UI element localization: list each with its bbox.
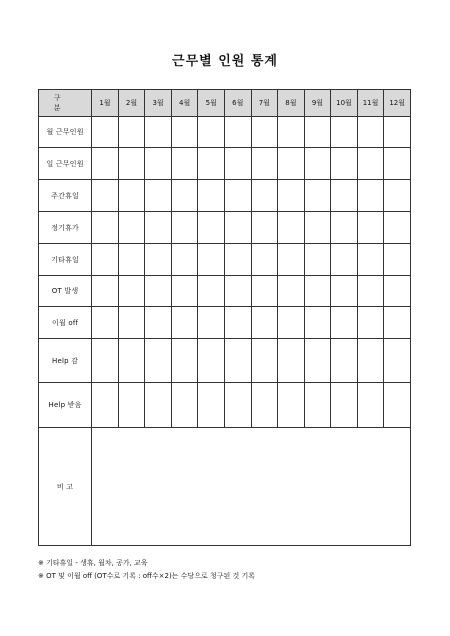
month-cell[interactable] bbox=[251, 117, 278, 148]
table-header-row bbox=[39, 90, 411, 117]
month-cell[interactable] bbox=[145, 180, 172, 212]
month-cell[interactable] bbox=[198, 383, 225, 428]
month-header: 5월 bbox=[198, 90, 225, 117]
table-row bbox=[39, 148, 411, 180]
month-cell[interactable] bbox=[357, 117, 384, 148]
month-cell[interactable] bbox=[118, 307, 145, 339]
month-cell[interactable] bbox=[384, 212, 411, 244]
month-cell[interactable] bbox=[92, 148, 119, 180]
month-cell[interactable] bbox=[198, 339, 225, 383]
month-header: 7월 bbox=[251, 90, 278, 117]
month-cell[interactable] bbox=[357, 148, 384, 180]
month-cell[interactable] bbox=[145, 307, 172, 339]
month-cell[interactable] bbox=[304, 117, 331, 148]
table-row bbox=[39, 276, 411, 307]
month-cell[interactable] bbox=[304, 307, 331, 339]
month-cell[interactable] bbox=[224, 212, 251, 244]
month-cell[interactable] bbox=[118, 148, 145, 180]
month-cell[interactable] bbox=[304, 339, 331, 383]
document-title: 근무별 인원 통계 bbox=[172, 54, 278, 69]
month-header: 2월 bbox=[118, 90, 145, 117]
remarks-label: 비 고 bbox=[39, 428, 92, 546]
month-cell[interactable] bbox=[278, 180, 305, 212]
month-cell[interactable] bbox=[224, 383, 251, 428]
month-cell[interactable] bbox=[118, 212, 145, 244]
month-cell[interactable] bbox=[331, 383, 358, 428]
table-row bbox=[39, 339, 411, 383]
month-cell[interactable] bbox=[118, 383, 145, 428]
table-row bbox=[39, 180, 411, 212]
month-cell[interactable] bbox=[331, 244, 358, 276]
month-cell[interactable] bbox=[92, 307, 119, 339]
row-label: 이월 off bbox=[39, 307, 92, 339]
row-label: 정기휴가 bbox=[39, 212, 92, 244]
month-cell[interactable] bbox=[304, 148, 331, 180]
month-cell[interactable] bbox=[145, 244, 172, 276]
month-cell[interactable] bbox=[384, 383, 411, 428]
row-label: 일 근무인원 bbox=[39, 148, 92, 180]
month-cell[interactable] bbox=[92, 244, 119, 276]
month-cell[interactable] bbox=[278, 244, 305, 276]
month-header: 11월 bbox=[357, 90, 384, 117]
month-cell[interactable] bbox=[357, 307, 384, 339]
month-cell[interactable] bbox=[118, 180, 145, 212]
month-cell[interactable] bbox=[198, 276, 225, 307]
month-cell[interactable] bbox=[92, 276, 119, 307]
month-cell[interactable] bbox=[145, 276, 172, 307]
table-row bbox=[39, 212, 411, 244]
month-cell[interactable] bbox=[357, 212, 384, 244]
month-cell[interactable] bbox=[304, 383, 331, 428]
month-cell[interactable] bbox=[92, 212, 119, 244]
month-cell[interactable] bbox=[145, 383, 172, 428]
month-cell[interactable] bbox=[251, 244, 278, 276]
footnotes bbox=[38, 557, 255, 583]
month-cell[interactable] bbox=[224, 307, 251, 339]
month-cell[interactable] bbox=[171, 244, 198, 276]
month-cell[interactable] bbox=[331, 307, 358, 339]
table-row bbox=[39, 244, 411, 276]
statistics-table bbox=[38, 89, 411, 546]
month-cell[interactable] bbox=[118, 339, 145, 383]
month-cell[interactable] bbox=[224, 180, 251, 212]
month-cell[interactable] bbox=[224, 339, 251, 383]
month-cell[interactable] bbox=[171, 180, 198, 212]
month-cell[interactable] bbox=[331, 117, 358, 148]
month-cell[interactable] bbox=[331, 339, 358, 383]
month-cell[interactable] bbox=[331, 276, 358, 307]
month-cell[interactable] bbox=[224, 276, 251, 307]
month-cell[interactable] bbox=[384, 244, 411, 276]
month-cell[interactable] bbox=[224, 148, 251, 180]
table-row bbox=[39, 307, 411, 339]
month-cell[interactable] bbox=[384, 276, 411, 307]
row-label: 주간휴일 bbox=[39, 180, 92, 212]
month-cell[interactable] bbox=[384, 148, 411, 180]
month-cell[interactable] bbox=[304, 276, 331, 307]
month-header: 12월 bbox=[384, 90, 411, 117]
month-cell[interactable] bbox=[171, 383, 198, 428]
month-cell[interactable] bbox=[331, 212, 358, 244]
remarks-area[interactable] bbox=[92, 428, 411, 546]
month-header: 10월 bbox=[331, 90, 358, 117]
remarks-row bbox=[39, 428, 411, 546]
footnote: ※ 기타휴일 - 생휴, 월차, 공가, 교육 bbox=[38, 559, 148, 567]
row-label: 기타휴일 bbox=[39, 244, 92, 276]
month-cell[interactable] bbox=[171, 212, 198, 244]
month-cell[interactable] bbox=[198, 244, 225, 276]
month-cell[interactable] bbox=[251, 383, 278, 428]
month-cell[interactable] bbox=[92, 383, 119, 428]
month-cell[interactable] bbox=[357, 339, 384, 383]
month-cell[interactable] bbox=[384, 307, 411, 339]
row-label: Help 받음 bbox=[39, 383, 92, 428]
table-row bbox=[39, 383, 411, 428]
month-cell[interactable] bbox=[251, 180, 278, 212]
month-cell[interactable] bbox=[384, 180, 411, 212]
month-header: 3월 bbox=[145, 90, 172, 117]
month-cell[interactable] bbox=[171, 307, 198, 339]
category-header: 구 분 bbox=[39, 90, 92, 117]
month-cell[interactable] bbox=[145, 212, 172, 244]
month-cell[interactable] bbox=[171, 276, 198, 307]
month-cell[interactable] bbox=[145, 148, 172, 180]
footnote: ※ OT 및 이월 off (OT수로 기록 : off수×2)는 수당으로 청구된 것 기록 bbox=[38, 572, 255, 580]
month-cell[interactable] bbox=[331, 180, 358, 212]
month-cell[interactable] bbox=[304, 244, 331, 276]
table-row bbox=[39, 117, 411, 148]
row-label: 월 근무인원 bbox=[39, 117, 92, 148]
month-cell[interactable] bbox=[145, 339, 172, 383]
month-cell[interactable] bbox=[145, 117, 172, 148]
month-cell[interactable] bbox=[331, 148, 358, 180]
month-cell[interactable] bbox=[251, 307, 278, 339]
month-cell[interactable] bbox=[118, 117, 145, 148]
month-cell[interactable] bbox=[251, 148, 278, 180]
month-cell[interactable] bbox=[118, 244, 145, 276]
month-cell[interactable] bbox=[251, 212, 278, 244]
month-cell[interactable] bbox=[278, 307, 305, 339]
month-cell[interactable] bbox=[384, 117, 411, 148]
month-cell[interactable] bbox=[278, 212, 305, 244]
month-cell[interactable] bbox=[357, 180, 384, 212]
month-cell[interactable] bbox=[278, 339, 305, 383]
row-label: Help 감 bbox=[39, 339, 92, 383]
month-cell[interactable] bbox=[92, 117, 119, 148]
month-header: 9월 bbox=[304, 90, 331, 117]
month-cell[interactable] bbox=[171, 339, 198, 383]
month-header: 4월 bbox=[171, 90, 198, 117]
month-cell[interactable] bbox=[118, 276, 145, 307]
month-cell[interactable] bbox=[278, 148, 305, 180]
month-cell[interactable] bbox=[278, 383, 305, 428]
month-cell[interactable] bbox=[171, 148, 198, 180]
month-cell[interactable] bbox=[198, 307, 225, 339]
month-cell[interactable] bbox=[278, 117, 305, 148]
month-cell[interactable] bbox=[198, 180, 225, 212]
month-cell[interactable] bbox=[357, 383, 384, 428]
month-cell[interactable] bbox=[384, 339, 411, 383]
month-cell[interactable] bbox=[357, 276, 384, 307]
row-label: OT 발생 bbox=[39, 276, 92, 307]
month-cell[interactable] bbox=[278, 276, 305, 307]
month-cell[interactable] bbox=[357, 244, 384, 276]
month-cell[interactable] bbox=[171, 117, 198, 148]
month-cell[interactable] bbox=[251, 339, 278, 383]
month-header: 6월 bbox=[224, 90, 251, 117]
month-cell[interactable] bbox=[224, 244, 251, 276]
month-cell[interactable] bbox=[304, 212, 331, 244]
month-cell[interactable] bbox=[251, 276, 278, 307]
month-cell[interactable] bbox=[92, 339, 119, 383]
month-cell[interactable] bbox=[304, 180, 331, 212]
month-cell[interactable] bbox=[92, 180, 119, 212]
month-header: 8월 bbox=[278, 90, 305, 117]
month-cell[interactable] bbox=[198, 148, 225, 180]
month-cell[interactable] bbox=[224, 117, 251, 148]
month-header: 1월 bbox=[92, 90, 119, 117]
month-cell[interactable] bbox=[198, 117, 225, 148]
month-cell[interactable] bbox=[198, 212, 225, 244]
